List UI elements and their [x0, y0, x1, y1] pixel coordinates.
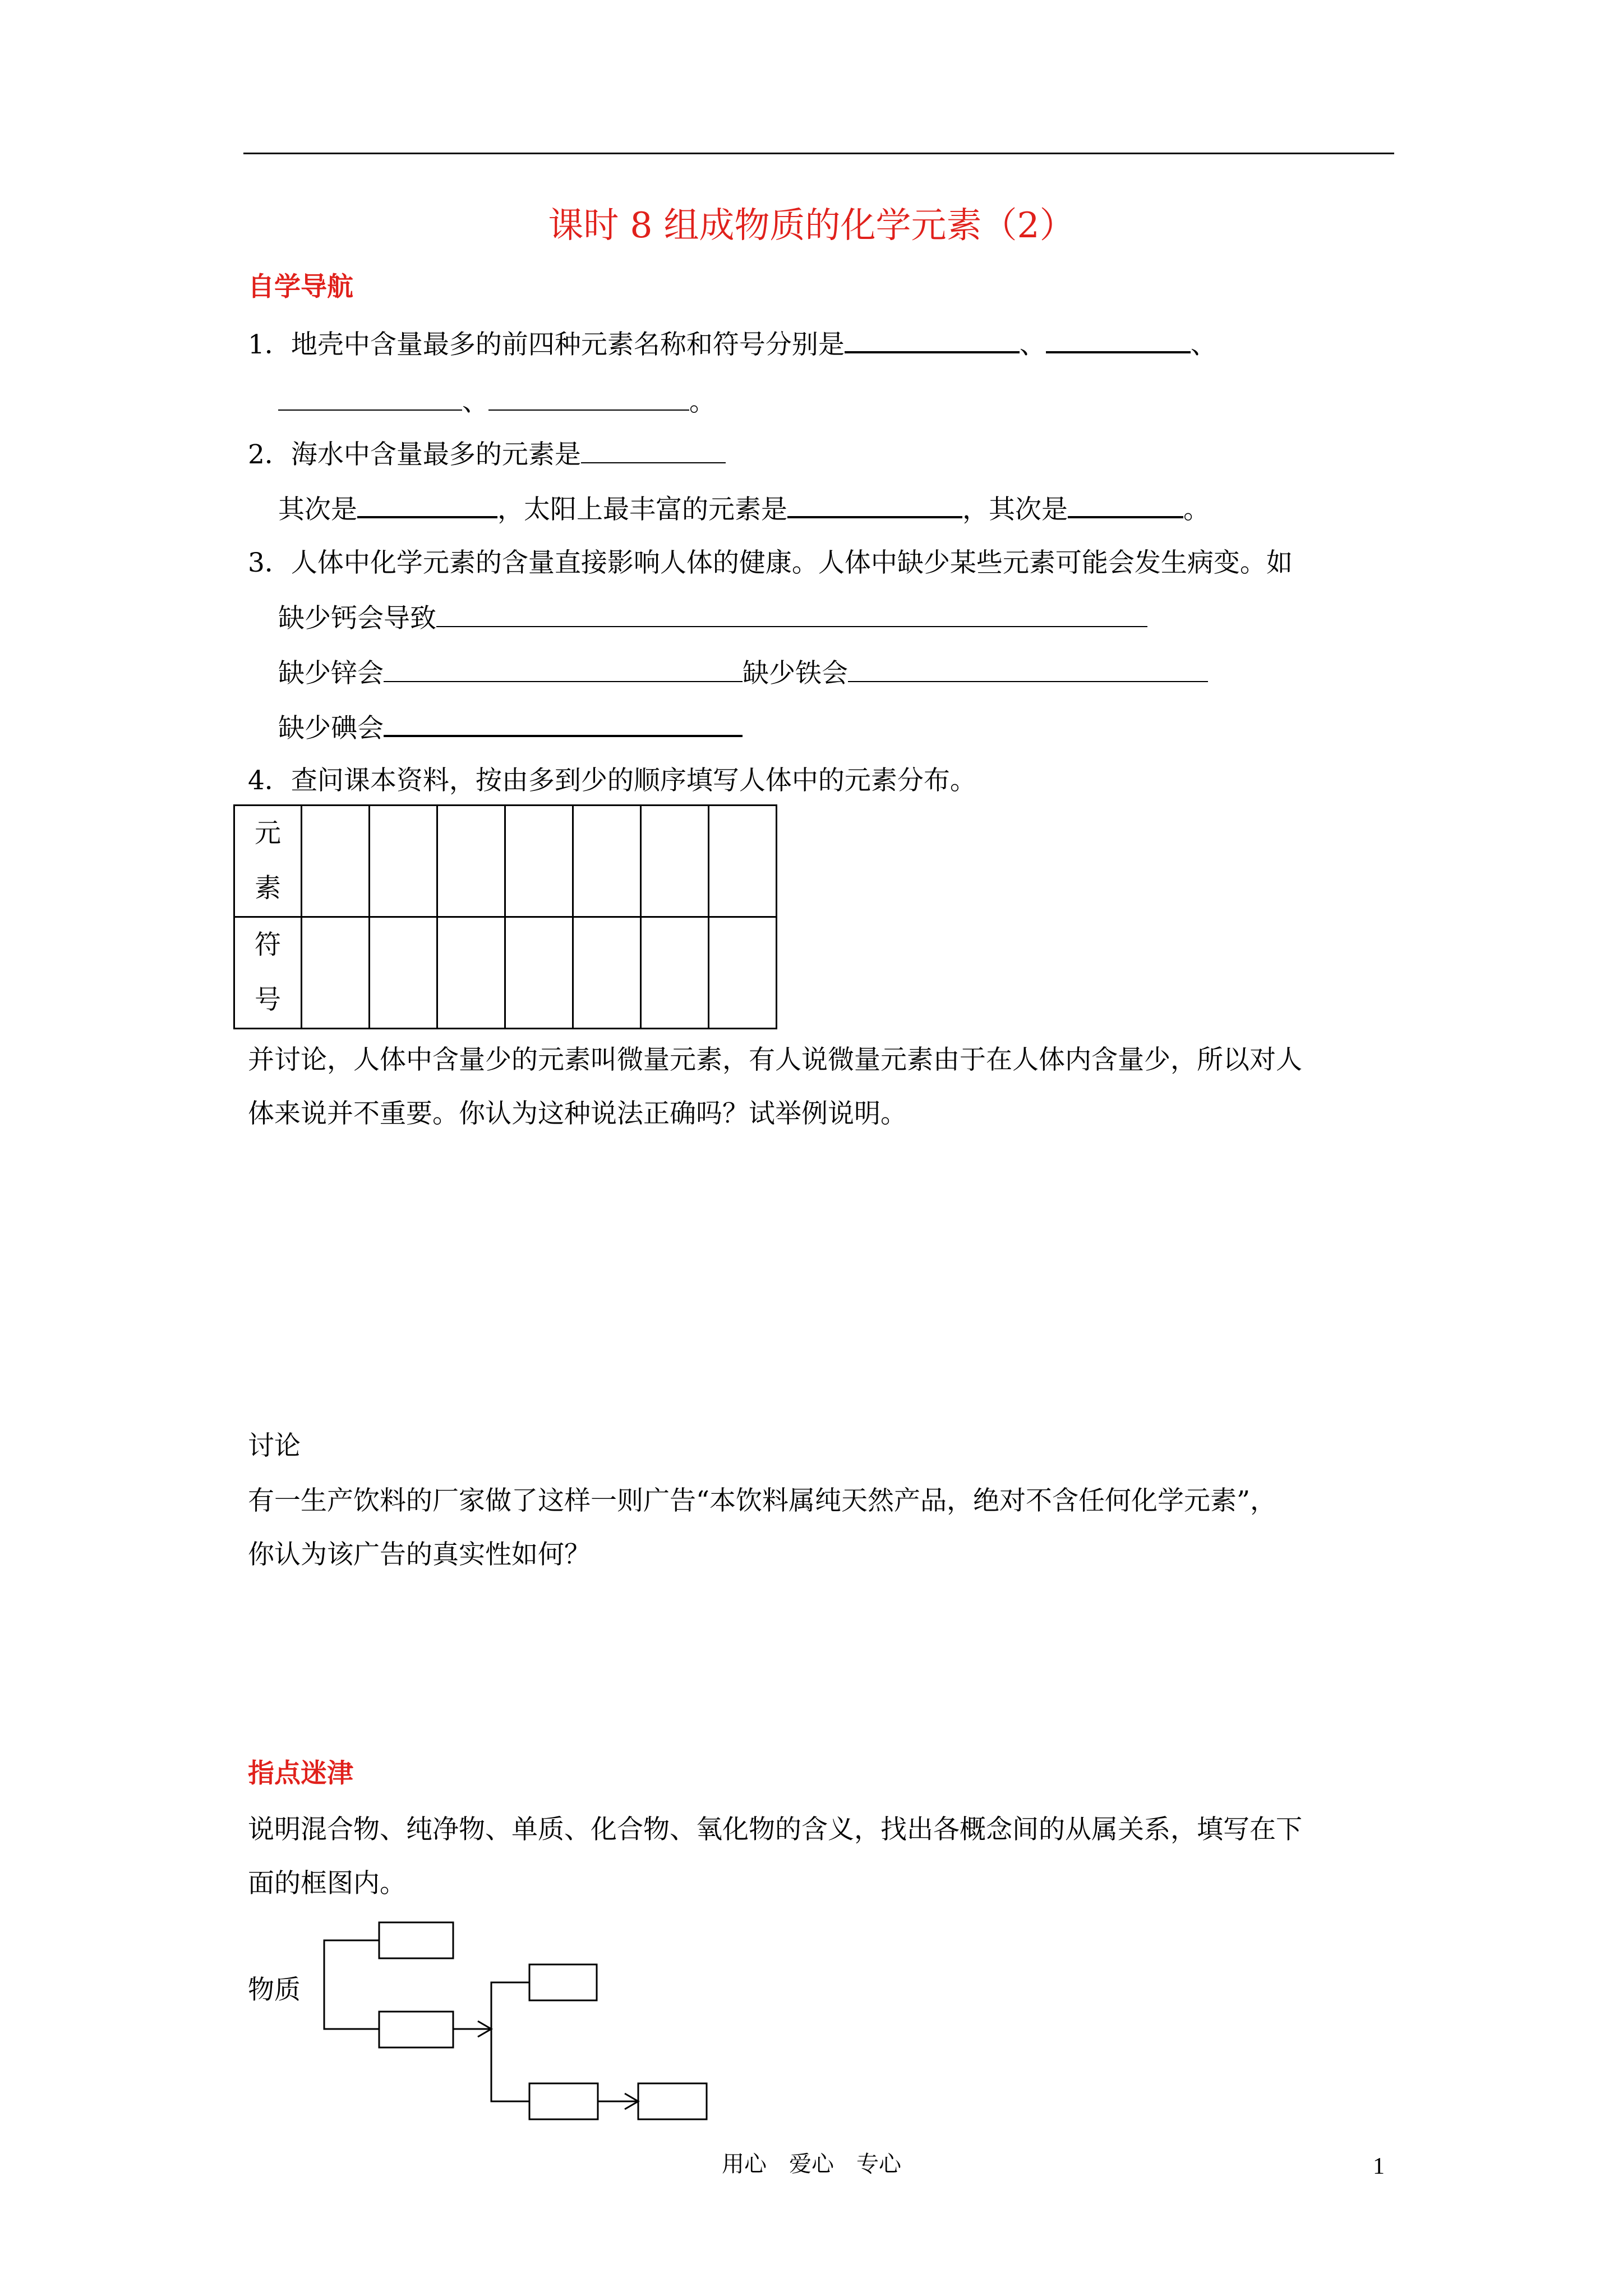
diagram-box — [529, 2083, 598, 2119]
question-1-text: 1．地壳中含量最多的前四种元素名称和符号分别是 — [248, 329, 845, 360]
question-2-part-b: ，太阳上最丰富的元素是 — [497, 494, 787, 525]
discussion-heading: 讨论 — [248, 1430, 301, 1461]
page-title: 课时 8 组成物质的化学元素（2） — [548, 205, 1075, 246]
guidance-text-2: 面的框图内。 — [248, 1868, 406, 1899]
discussion-text-1: 有一生产饮料的厂家做了这样一则广告“本饮料属纯天然产品，绝对不含任何化学元素”， — [248, 1485, 1277, 1516]
diagram-box — [379, 2012, 453, 2047]
separator: 、 — [1019, 329, 1046, 360]
zinc-label: 缺少锌会 — [278, 658, 384, 689]
separator: 、 — [462, 386, 488, 417]
diagram-box — [638, 2083, 707, 2119]
guidance-text-1: 说明混合物、纯净物、单质、化合物、氧化物的含义，找出各概念间的从属关系，填写在下 — [248, 1814, 1302, 1845]
connector-line — [491, 1982, 529, 2101]
separator: 、 — [1190, 329, 1217, 360]
question-2-text: 2．海水中含量最多的元素是 — [248, 439, 581, 470]
discussion-line-2: 体来说并不重要。你认为这种说法正确吗？试举例说明。 — [248, 1098, 907, 1129]
row-label-element: 元 素 — [234, 806, 302, 917]
period: 。 — [1183, 494, 1210, 525]
connector-line — [324, 1940, 379, 2029]
period: 。 — [689, 386, 716, 417]
page-number: 1 — [1373, 2154, 1385, 2179]
diagram-box — [379, 1922, 453, 1958]
iron-label: 缺少铁会 — [743, 658, 848, 689]
question-3: 3．人体中化学元素的含量直接影响人体的健康。人体中缺少某些元素可能会发生病变。如 — [248, 547, 1293, 578]
question-4: 4．查问课本资料，按由多到少的顺序填写人体中的元素分布。 — [248, 765, 976, 796]
iodine-label: 缺少碘会 — [278, 713, 384, 744]
section-heading-guidance: 指点迷津 — [248, 1758, 353, 1789]
diagram-box — [529, 1964, 597, 2000]
discussion-text-2: 你认为该广告的真实性如何？ — [248, 1539, 591, 1570]
question-2-part-a: 其次是 — [278, 494, 357, 525]
question-2-part-c: ，其次是 — [962, 494, 1068, 525]
discussion-line-1: 并讨论，人体中含量少的元素叫微量元素，有人说微量元素由于在人体内含量少，所以对人 — [248, 1045, 1302, 1075]
diagram-root-label: 物质 — [248, 1975, 301, 2005]
footer-motto: 用心 爱心 专心 — [722, 2151, 901, 2177]
row-label-symbol: 符 号 — [234, 917, 302, 1029]
section-heading-self-study: 自学导航 — [248, 272, 353, 302]
calcium-label: 缺少钙会导致 — [278, 603, 436, 634]
